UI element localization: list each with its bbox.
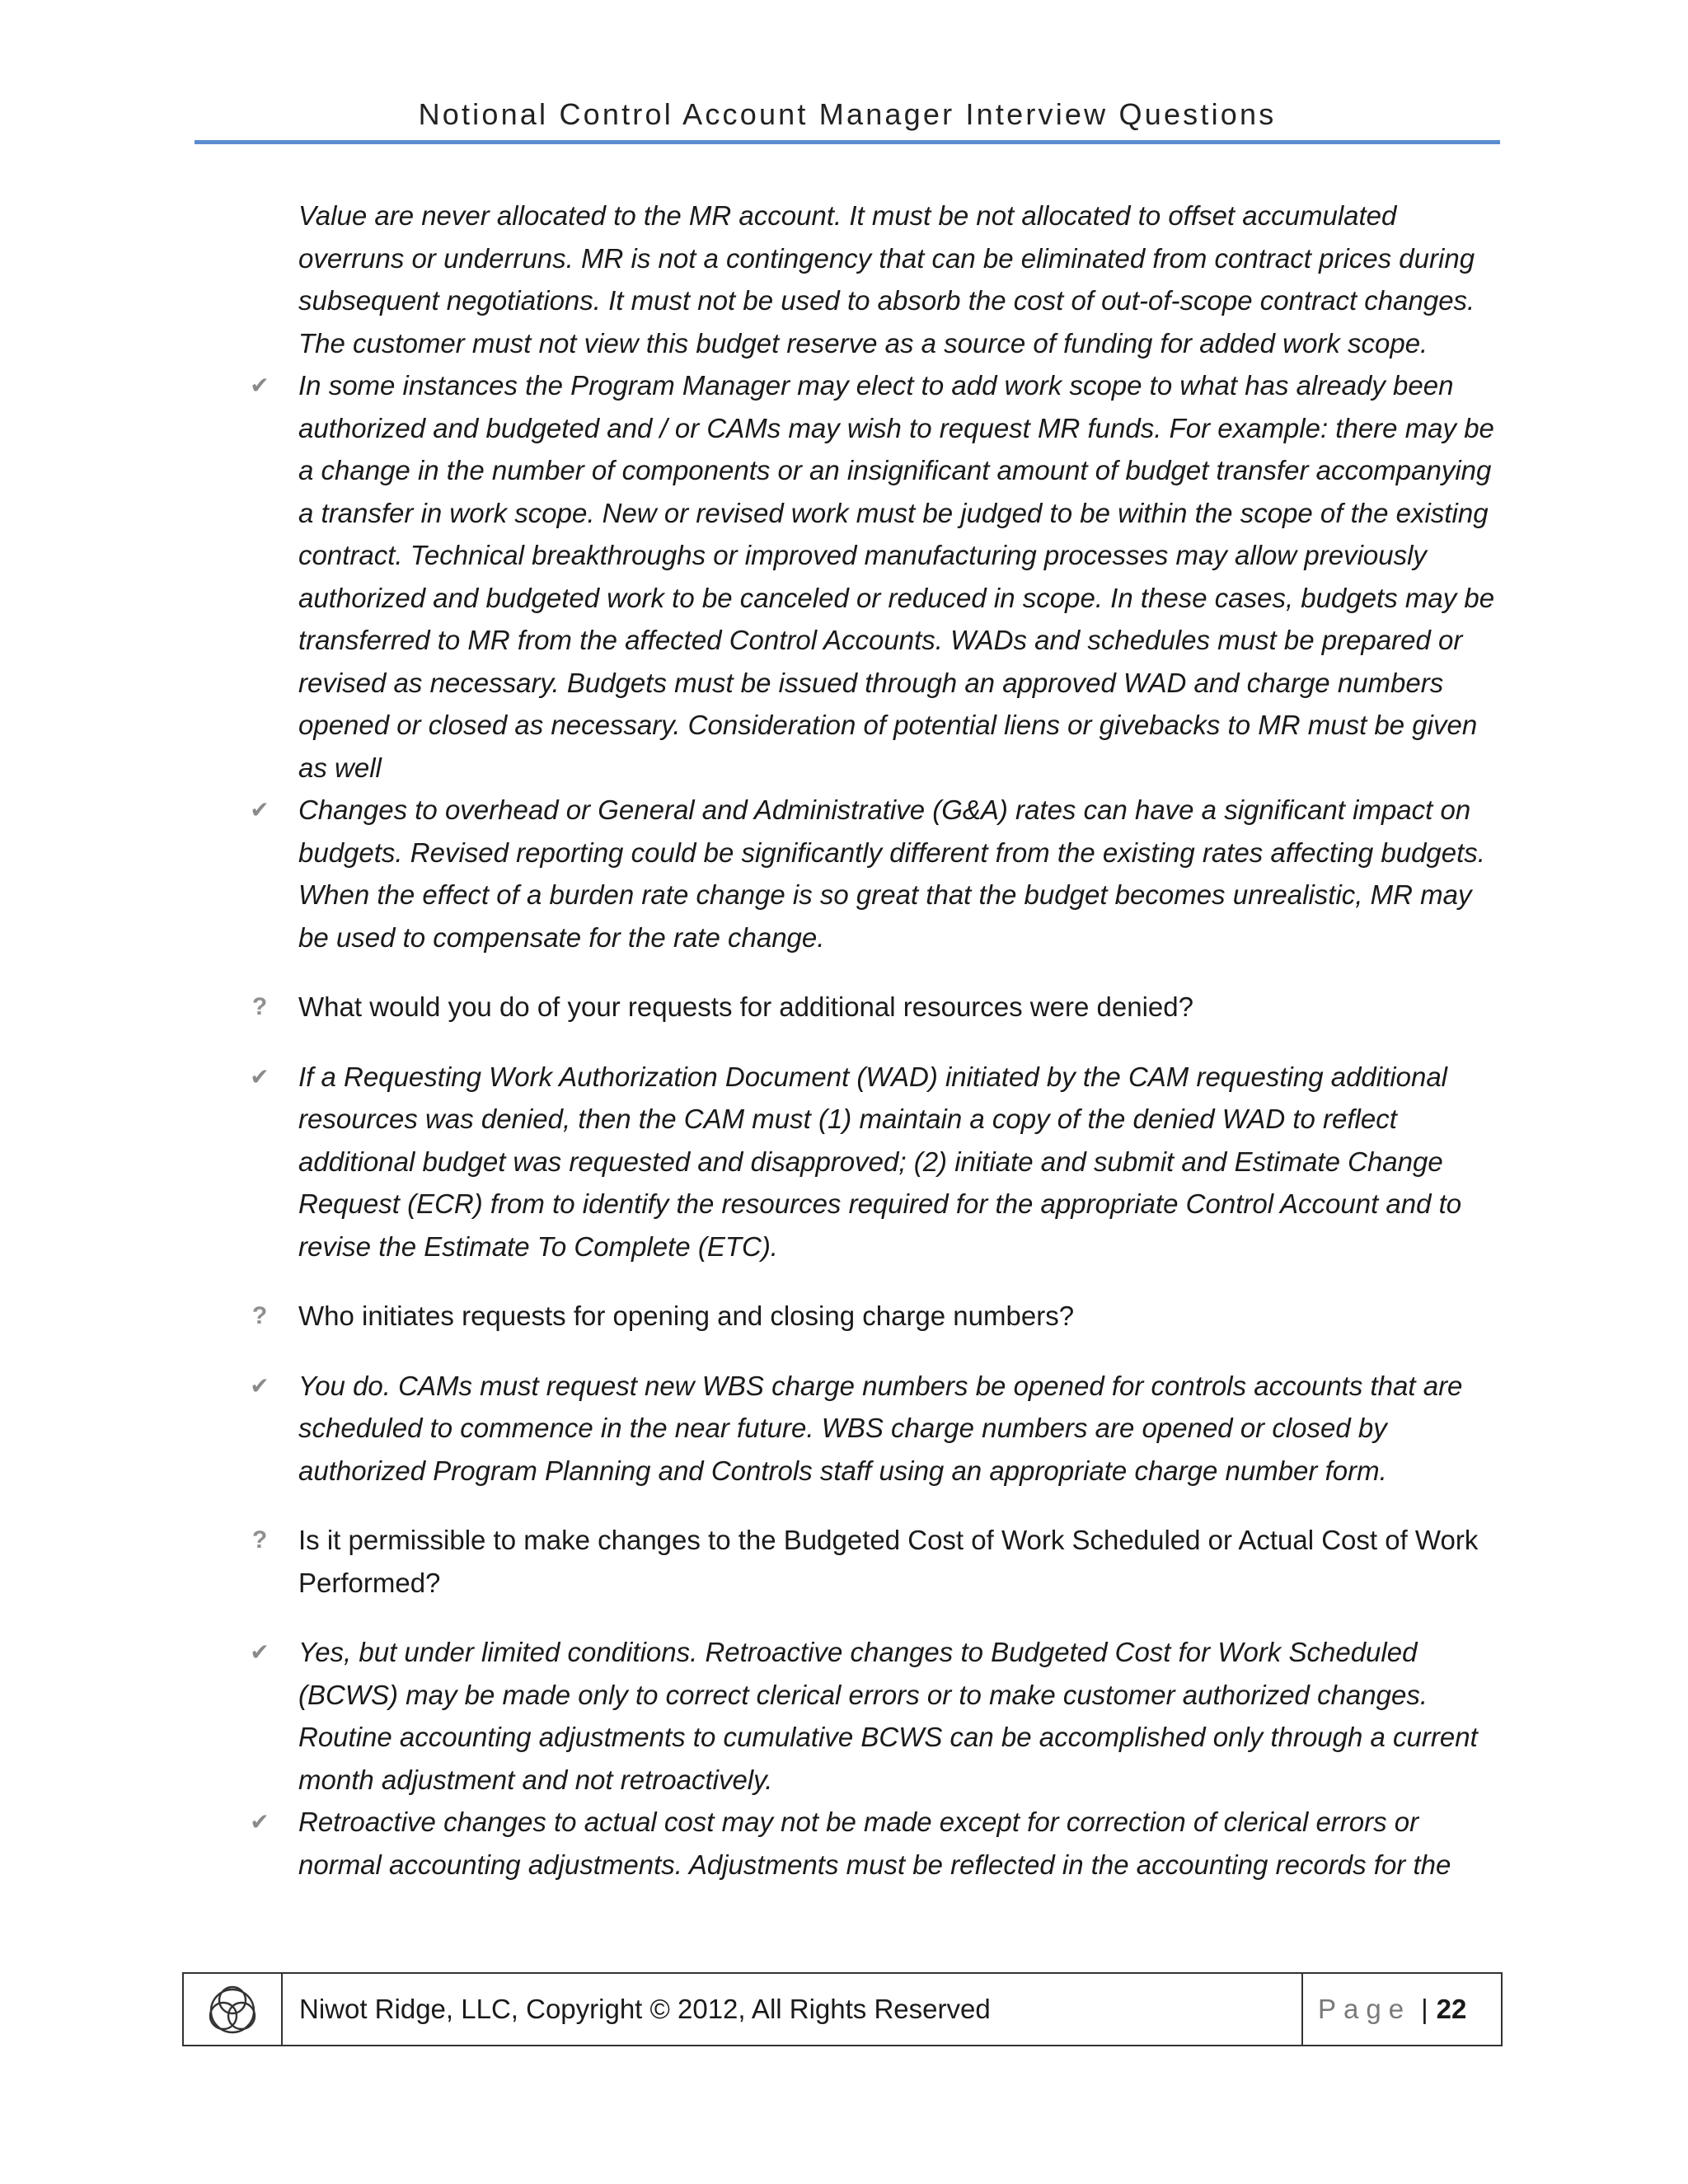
answer-text: Retroactive changes to actual cost may not be made except for correction of clerical errors or normal accounting adjustments. Adjustments must be reflected in the accounting records for the bbox=[298, 1807, 1451, 1880]
question-mark-icon: ? bbox=[251, 1302, 268, 1329]
footer-page-indicator bbox=[1301, 1974, 1501, 2045]
answer-item bbox=[247, 1056, 1500, 1268]
question-mark-icon: ? bbox=[251, 993, 268, 1020]
answer-text: Yes, but under limited conditions. Retroactive changes to Budgeted Cost for Work Scheduled (BCWS) may be made only to correct clerical errors or to make customer authorized changes. Routine accounting adjustments to cumulative BCWS can be accomplished only through a current month adjustment and not retroactively. bbox=[298, 1637, 1478, 1795]
question-mark-icon: ? bbox=[251, 1526, 268, 1554]
question-text: What would you do of your requests for additional resources were denied? bbox=[298, 991, 1193, 1022]
checkmark-icon: ✔ bbox=[250, 373, 270, 398]
page-separator: | bbox=[1421, 1994, 1428, 2024]
page-label: Page bbox=[1318, 1994, 1412, 2024]
page-number: 22 bbox=[1436, 1994, 1467, 2024]
header-divider bbox=[195, 140, 1500, 144]
checkmark-icon: ✔ bbox=[250, 797, 270, 823]
question-item bbox=[247, 1519, 1500, 1604]
checkmark-icon: ✔ bbox=[250, 1063, 270, 1090]
answer-text: Changes to overhead or General and Administrative (G&A) rates can have a significant impact on budgets. Revised reporting could be significantly different from the existing rates affecting budgets. When the effect of a burden rate change is so great that the budget becomes unrealistic, MR may be used to compensate for the rate change. bbox=[298, 794, 1485, 953]
answer-item bbox=[247, 364, 1500, 789]
checkmark-icon: ✔ bbox=[250, 1639, 270, 1665]
checkmark-icon: ✔ bbox=[250, 1809, 270, 1835]
document-body bbox=[247, 194, 1500, 1886]
page-footer bbox=[182, 1972, 1503, 2046]
question-text: Is it permissible to make changes to the Budgeted Cost of Work Scheduled or Actual Cost of Work Performed? bbox=[298, 1525, 1479, 1598]
interlocking-rings-logo-icon bbox=[184, 1974, 283, 2045]
page-header-title: Notional Control Account Manager Interview Questions bbox=[418, 97, 1277, 131]
answer-item bbox=[247, 789, 1500, 958]
answer-item bbox=[247, 1801, 1500, 1886]
answer-item bbox=[247, 1365, 1500, 1493]
checkmark-icon: ✔ bbox=[250, 1372, 270, 1399]
question-item bbox=[247, 986, 1500, 1029]
answer-text: In some instances the Program Manager may elect to add work scope to what has already been authorized and budgeted and / or CAMs may wish to request MR funds. For example: there may be a change in the number of components or an insignificant amount of budget transfer accompanying a transfer in work scope. New or revised work must be judged to be within the scope of the existing contract. Technical breakthroughs or improved manufacturing processes may allow previously authorized and budgeted work to be canceled or reduced in scope. In these cases, budgets may be transferred to MR from the affected Control Accounts. WADs and schedules must be prepared or revised as necessary. Budgets must be issued through an approved WAD and charge numbers opened or closed as necessary. Consideration of potential liens or givebacks to MR must be given as well bbox=[298, 370, 1495, 783]
question-text: Who initiates requests for opening and closing charge numbers? bbox=[298, 1301, 1075, 1331]
answer-text: You do. CAMs must request new WBS charge numbers be opened for controls accounts that are scheduled to commence in the near future. WBS charge numbers are opened or closed by authorized Program Planning and Controls staff using an appropriate charge number form. bbox=[298, 1370, 1463, 1486]
question-item bbox=[247, 1295, 1500, 1338]
footer-copyright: Niwot Ridge, LLC, Copyright © 2012, All Rights Reserved bbox=[299, 1994, 991, 2024]
intro-paragraph: Value are never allocated to the MR account. It must be not allocated to offset accumulated overruns or underruns. MR is not a contingency that can be eliminated from contract prices during subsequent negotiations. It must not be used to absorb the cost of out-of-scope contract changes. The customer must not view this budget reserve as a source of funding for added work scope. bbox=[298, 200, 1475, 359]
answer-item bbox=[247, 1631, 1500, 1801]
answer-text: If a Requesting Work Authorization Document (WAD) initiated by the CAM requesting additional resources was denied, then the CAM must (1) maintain a copy of the denied WAD to reflect additional budget was requested and disapproved; (2) initiate and submit and Estimate Change Request (ECR) from to identify the resources required for the appropriate Control Account and to revise the Estimate To Complete (ETC). bbox=[298, 1061, 1462, 1262]
